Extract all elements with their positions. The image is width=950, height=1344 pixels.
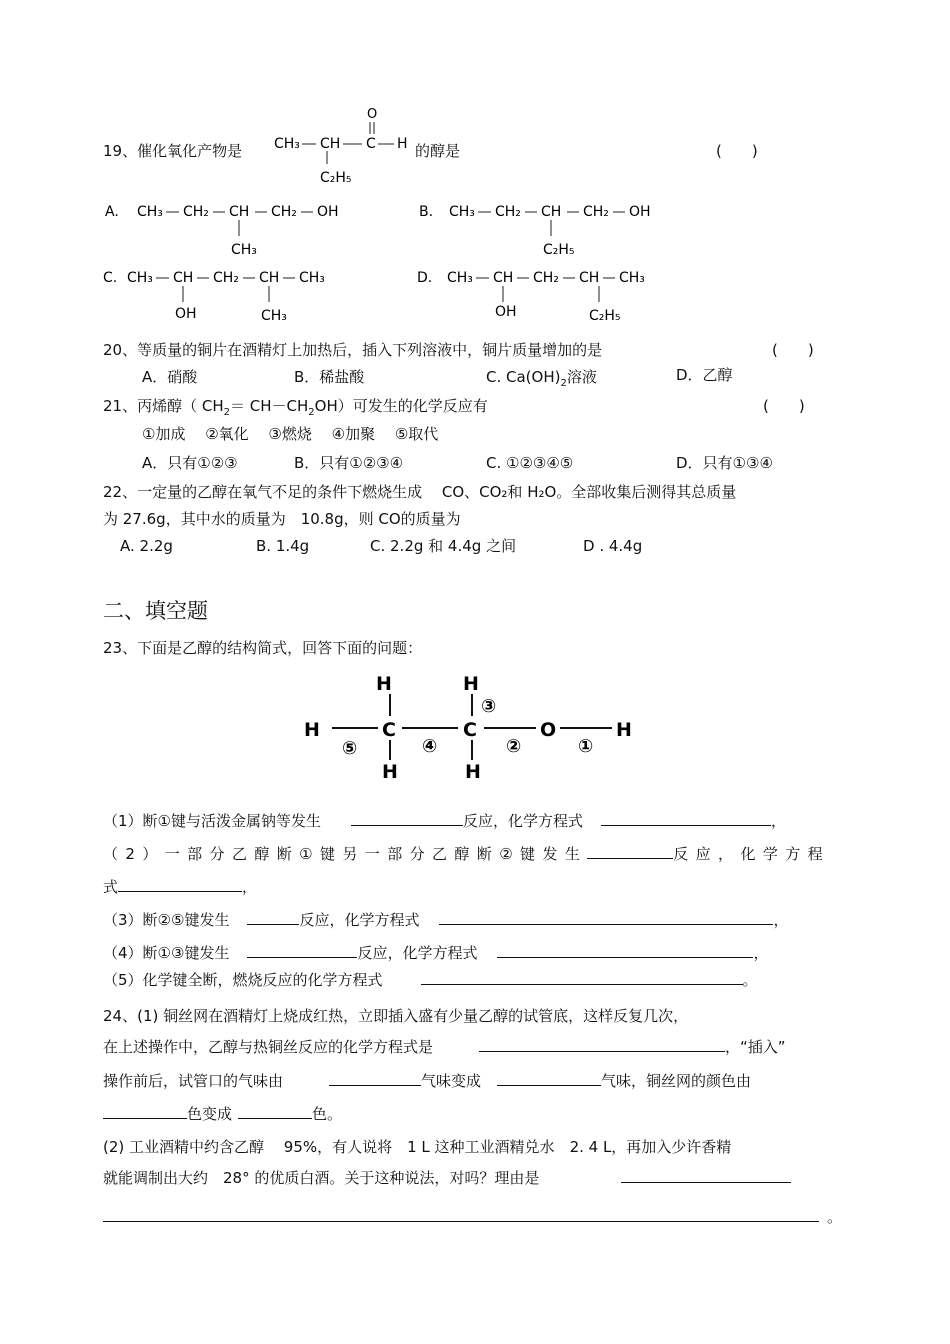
svg-text:CH₂: CH₂ [271, 204, 297, 220]
carbon-atom: C [463, 719, 477, 741]
svg-text:CH₂: CH₂ [183, 204, 209, 220]
svg-text:CH₃: CH₃ [619, 270, 645, 286]
h-atom: H [304, 719, 320, 741]
section-heading: 二、填空题 [103, 599, 208, 623]
q19-answer-paren: ( ) [716, 142, 758, 160]
answer-blank[interactable] [587, 843, 673, 859]
svg-text:OH: OH [629, 204, 651, 220]
q21-option-d: D．只有①③④ [676, 454, 773, 472]
svg-text:OH: OH [495, 304, 517, 320]
svg-text:CH₃: CH₃ [261, 308, 287, 324]
q23-stem: 23、下面是乙醇的结构简式，回答下面的问题： [103, 639, 423, 657]
svg-text:CH₂: CH₂ [213, 270, 239, 286]
h-atom: H [463, 673, 479, 695]
q19-product-structure [270, 104, 415, 188]
answer-blank[interactable] [497, 1070, 601, 1086]
svg-text:CH: CH [541, 204, 562, 220]
answer-blank[interactable] [421, 969, 743, 985]
q22-stem-line1: 22、一定量的乙醇在氧气不足的条件下燃烧生成 CO、CO₂和 H₂O。全部收集后测得其总质量 [103, 483, 737, 501]
svg-text:CH: CH [259, 270, 280, 286]
q24-part2-line1: (2) 工业酒精中约含乙醇 95%，有人说将 1 L 这种工业酒精兑水 2. 4 L，再加入少许香精 [103, 1138, 732, 1156]
oxygen-atom: O [540, 719, 557, 741]
q20-answer-paren: ( ) [772, 341, 814, 359]
q23-part1: （1）断①键与活泼金属钠等发生 反应，化学方程式 ， [103, 812, 787, 830]
q20-option-d: D．乙醇 [676, 366, 733, 384]
answer-blank[interactable] [439, 909, 773, 925]
q24-part2-line3: 。 [103, 1206, 842, 1227]
q22-option-b: B. 1.4g [256, 537, 310, 555]
q21-option-c: C. ①②③④⑤ [486, 454, 574, 472]
q21-option-a: A．只有①②③ [142, 454, 238, 472]
svg-text:CH: CH [493, 270, 514, 286]
bond-label-2: ② [506, 736, 522, 757]
answer-blank[interactable] [479, 1036, 725, 1052]
q20-stem: 20、等质量的铜片在酒精灯上加热后，插入下列溶液中，铜片质量增加的是 [103, 341, 603, 359]
q24-line1: 24、(1) 铜丝网在酒精灯上烧成红热，立即插入盛有少量乙醇的试管底，这样反复几次， [103, 1007, 689, 1025]
q22-option-a: A. 2.2g [120, 537, 173, 555]
svg-text:CH: CH [173, 270, 194, 286]
q19-product-ch: CH [320, 136, 341, 152]
q19-opt-d-label: D. [417, 270, 433, 286]
q20-option-a: A．硝酸 [142, 368, 198, 386]
answer-blank[interactable] [247, 909, 299, 925]
q19-opt-c-label: C. [103, 270, 118, 286]
bond-label-3: ③ [481, 696, 497, 717]
h-atom: H [382, 761, 398, 783]
q24-line2: 在上述操作中，乙醇与热铜丝反应的化学方程式是 ，“插入” [103, 1038, 786, 1056]
h-atom: H [616, 719, 632, 741]
q19-product-c: C [366, 136, 376, 152]
svg-text:CH: CH [579, 270, 600, 286]
q19-opt-b-label: B. [419, 204, 434, 220]
answer-blank[interactable] [103, 1206, 819, 1222]
svg-text:CH₃: CH₃ [299, 270, 325, 286]
q19-option-c [103, 262, 383, 328]
svg-text:CH₃: CH₃ [231, 242, 257, 258]
q21-answer-paren: ( ) [763, 397, 805, 415]
answer-blank[interactable] [247, 942, 357, 958]
q20-option-b: B．稀盐酸 [294, 368, 365, 386]
q19-option-b [417, 196, 697, 262]
svg-text:CH₃: CH₃ [449, 204, 475, 220]
q19-option-a [103, 196, 383, 262]
q19-product-c2h5: C₂H₅ [320, 170, 352, 186]
q19-option-d [417, 262, 697, 328]
q23-part3: （3）断②⑤键发生 反应，化学方程式 ， [103, 911, 789, 929]
q20-option-c: C. $Ca(OH)_2$溶液 [486, 368, 597, 389]
svg-text:CH₂: CH₂ [495, 204, 521, 220]
svg-text:CH₂: CH₂ [533, 270, 559, 286]
h-atom: H [465, 761, 481, 783]
q24-line3: 操作前后，试管口的气味由 气味变成 气味，铜丝网的颜色由 [103, 1072, 752, 1090]
q22-option-d: D . 4.4g [583, 537, 643, 555]
h-atom: H [376, 673, 392, 695]
q22-option-c: C. 2.2g 和 4.4g 之间 [370, 537, 517, 555]
answer-blank[interactable] [351, 810, 463, 826]
svg-text:CH₃: CH₃ [127, 270, 153, 286]
answer-blank[interactable] [497, 942, 753, 958]
q19-product-ch3: CH₃ [274, 136, 300, 152]
svg-text:CH₃: CH₃ [447, 270, 473, 286]
carbon-atom: C [382, 719, 396, 741]
q19-stem: 19、催化氧化产物是 [103, 142, 243, 160]
q23-part2-cont: 式 ， [103, 878, 258, 896]
q19-stem-tail: 的醇是 [415, 142, 461, 160]
q19-product-o: O [367, 107, 378, 122]
svg-text:C₂H₅: C₂H₅ [543, 242, 575, 258]
svg-text:C₂H₅: C₂H₅ [589, 308, 621, 324]
svg-text:CH: CH [229, 204, 250, 220]
svg-text:CH₂: CH₂ [583, 204, 609, 220]
q19-opt-a-label: A. [105, 204, 119, 220]
q24-line4: 色变成 色。 [103, 1103, 342, 1124]
q23-part5: （5）化学键全断，燃烧反应的化学方程式 。 [103, 971, 758, 989]
q21-reaction-list: ①加成 ②氧化 ③燃烧 ④加聚 ⑤取代 [142, 425, 439, 443]
svg-text:OH: OH [317, 204, 339, 220]
bond-label-1: ① [578, 736, 594, 757]
answer-blank[interactable] [118, 876, 242, 892]
answer-blank[interactable] [238, 1103, 312, 1119]
bond-label-4: ④ [422, 736, 438, 757]
answer-blank[interactable] [103, 1103, 187, 1119]
q21-stem: 21、丙烯醇（ $CH_2= CH-CH_2OH$）可发生的化学反应有 [103, 397, 488, 418]
answer-blank[interactable] [601, 810, 771, 826]
q21-option-b: B．只有①②③④ [294, 454, 404, 472]
q23-part4: （4）断①③键发生 反应，化学方程式 ， [103, 944, 769, 962]
q24-part2-line2: 就能调制出大约 28° 的优质白酒。关于这种说法，对吗？理由是 [103, 1167, 791, 1188]
q22-stem-line2: 为 27.6g，其中水的质量为 10.8g，则 CO的质量为 [103, 510, 461, 528]
svg-text:OH: OH [175, 306, 197, 322]
q23-part2: （2）一部分乙醇断①键另一部分乙醇断②键发生 反应，化学方程 [103, 845, 831, 863]
bond-label-5: ⑤ [342, 738, 358, 759]
svg-text:CH₃: CH₃ [137, 204, 163, 220]
ethanol-bond-diagram [298, 668, 658, 786]
answer-blank[interactable] [621, 1167, 791, 1183]
answer-blank[interactable] [329, 1070, 421, 1086]
q19-product-h: H [397, 136, 408, 152]
